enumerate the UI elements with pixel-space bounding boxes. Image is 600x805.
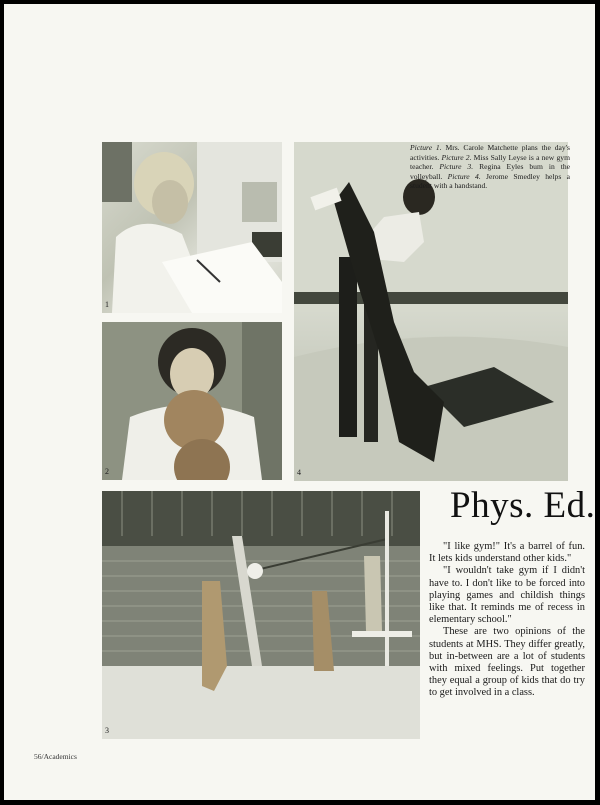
photo-number: 1 — [105, 300, 109, 309]
body-paragraph: "I like gym!" It's a barrel of fun. It lets kids understand other kids." — [429, 541, 585, 565]
caption-label: Picture 3. — [439, 162, 474, 171]
caption-text: Regina Eyles bum in the volleyball. — [410, 162, 571, 181]
caption-text: Miss Sally Leyse is a new gym teacher. — [410, 152, 570, 171]
photo-teacher-planning — [102, 142, 282, 313]
caption-label: Picture 2. — [441, 152, 472, 162]
body-paragraph: These are two opinions of the students at MHS. They differ greatly, but in-between are a lot of students with mixed feelings. Put together they equal a group of kids that do try to get involved in a class. — [429, 626, 585, 699]
page-folio: 56/Academics — [34, 752, 77, 761]
article-body — [429, 541, 585, 700]
caption-label: Picture 1. — [410, 143, 442, 152]
photo-number: 4 — [297, 468, 301, 477]
yearbook-page — [4, 4, 595, 800]
caption-text: Jerome Smedley helps a student with a handstand. — [410, 171, 570, 190]
photo-caption — [410, 143, 570, 191]
photo-new-gym-teacher — [102, 322, 282, 480]
body-paragraph: "I wouldn't take gym if I didn't have to. I don't like to be forced into playing games and childish things like that. It reminds me of recess in elementary school." — [429, 565, 585, 626]
photo-handstand — [294, 142, 571, 481]
photo-volleyball — [102, 491, 420, 739]
photo-number: 3 — [105, 726, 109, 735]
caption-text: Mrs. Carole Matchette plans the day's activities. — [410, 143, 570, 162]
section-title: Phys. Ed. — [450, 485, 595, 526]
caption-label: Picture 4. — [447, 171, 481, 181]
photo-number: 2 — [105, 467, 109, 476]
